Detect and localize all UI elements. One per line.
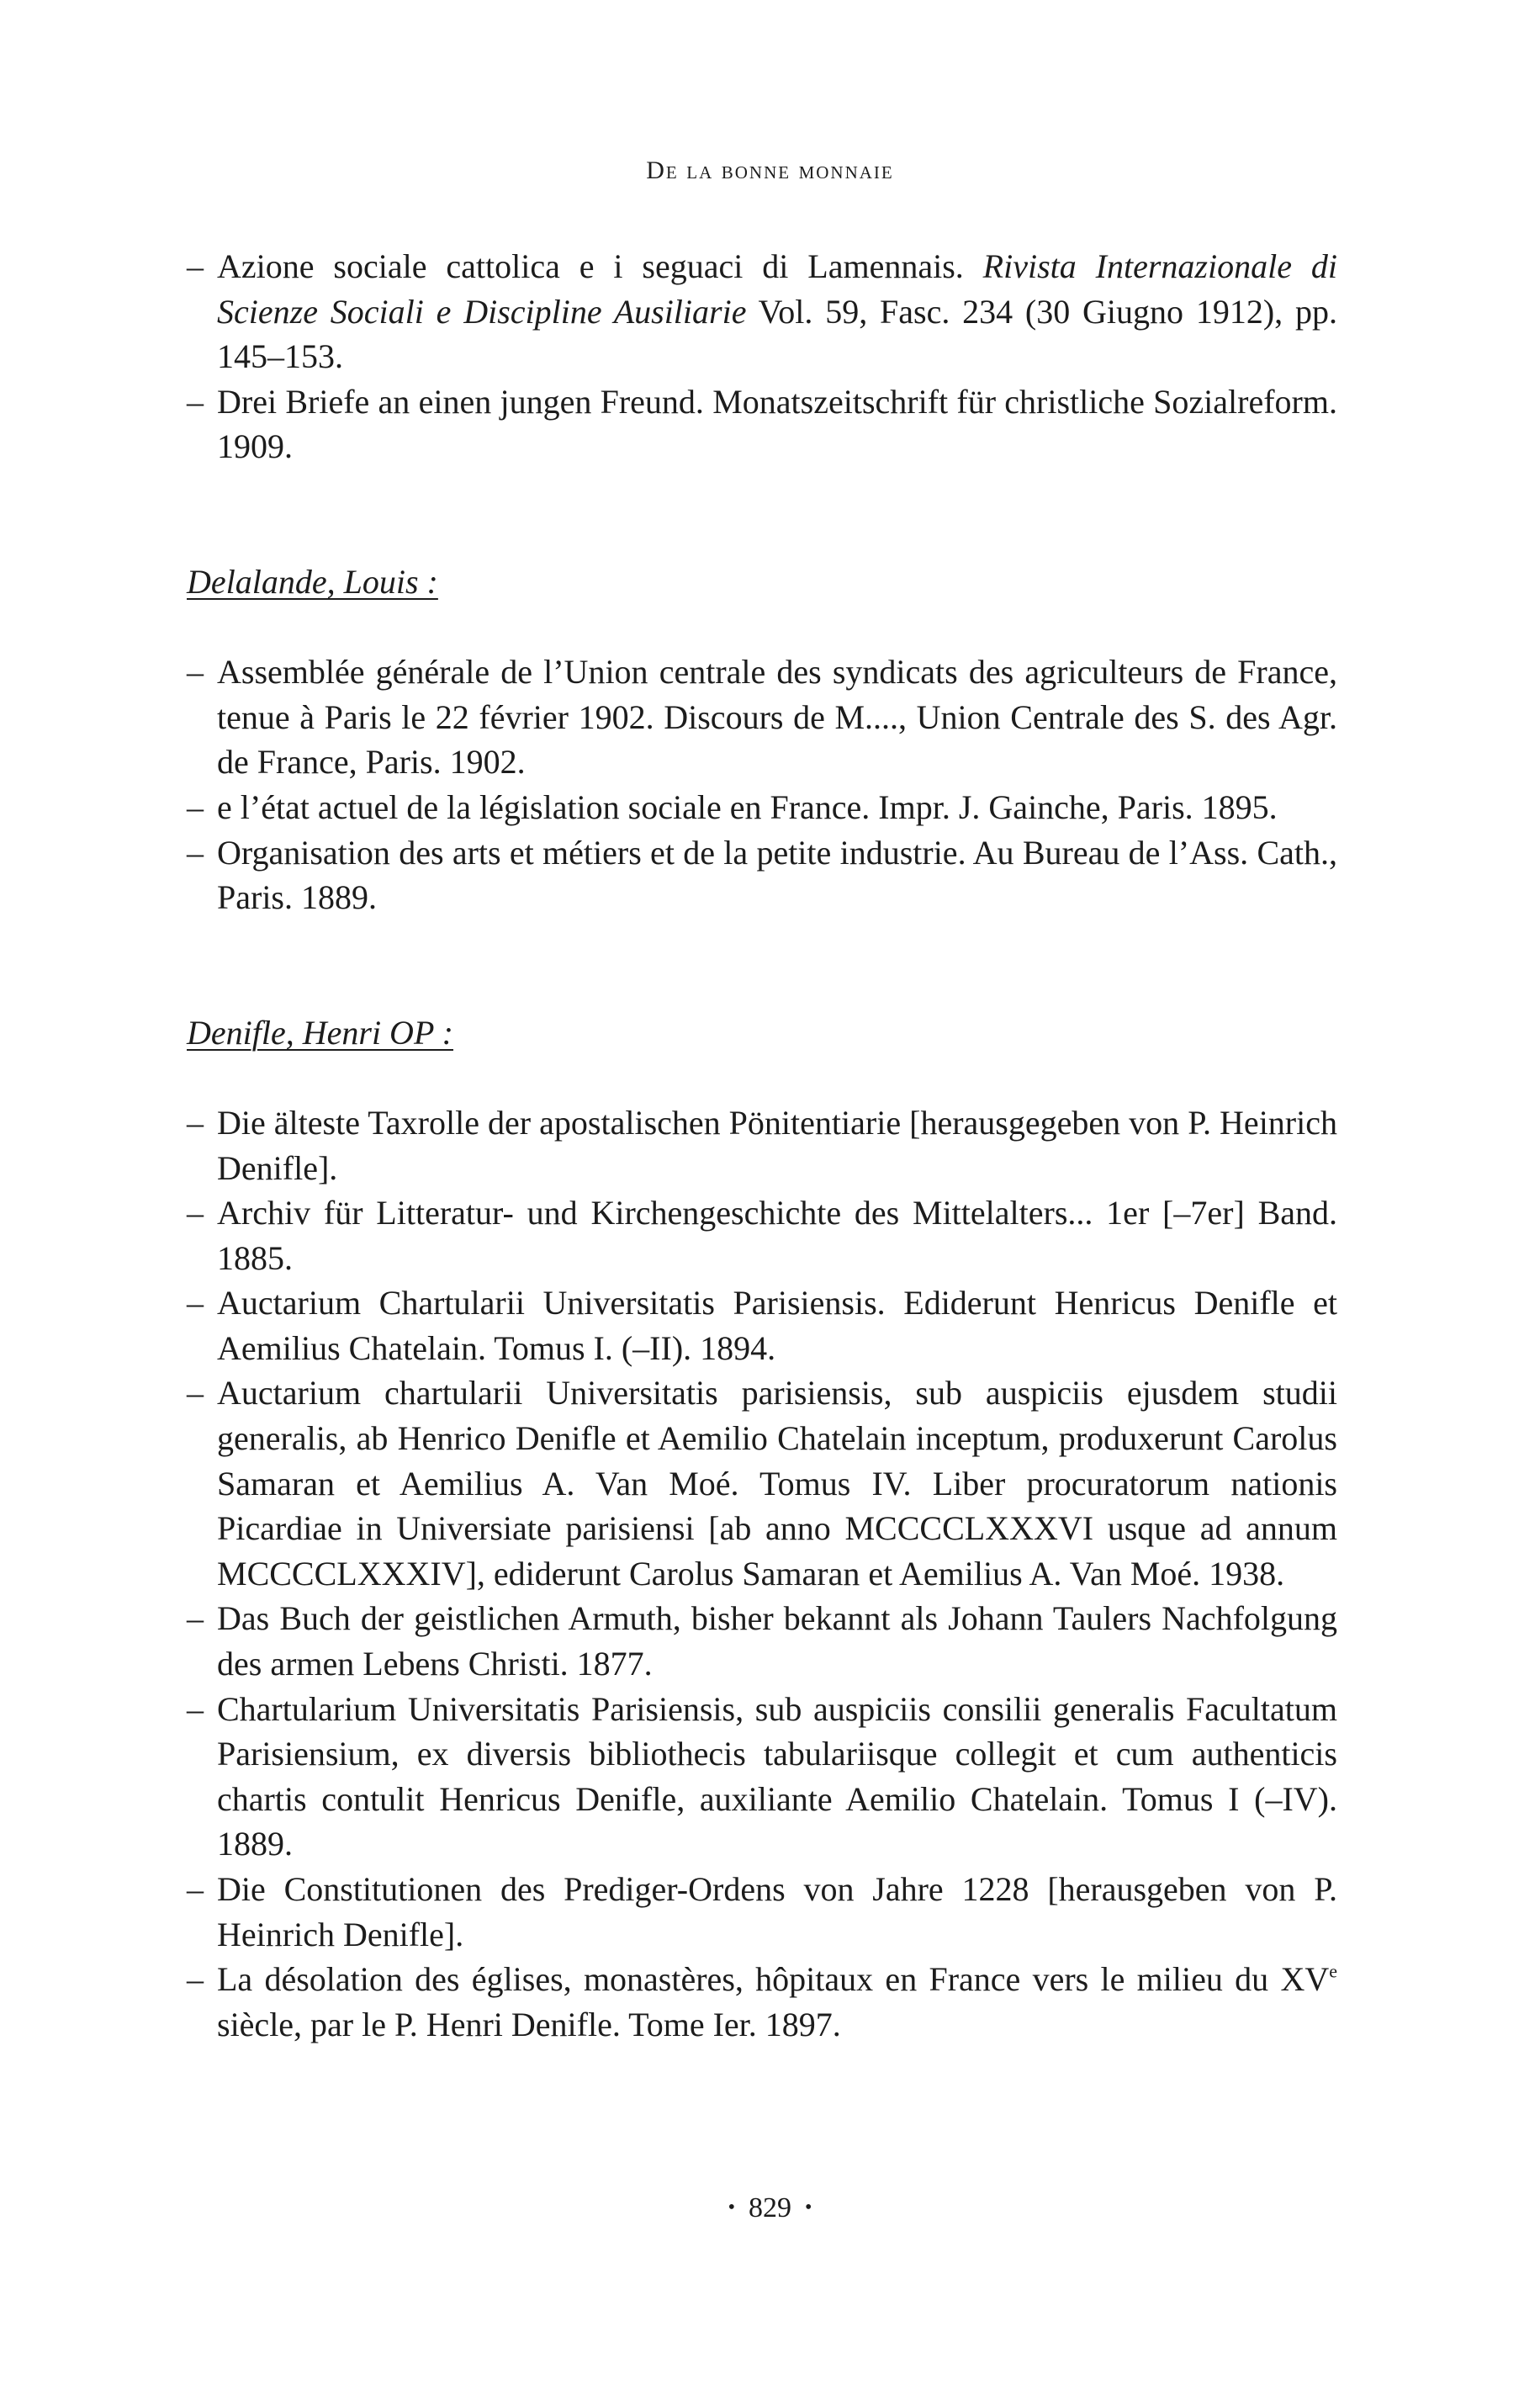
- page-body: [187, 244, 1337, 2047]
- bibliography-entry: – La désolation des églises, monastères, hôpitaux en France vers le milieu du XVe siècle, par le P. Henri Denifle. Tome Ier. 1897.: [187, 1957, 1337, 2047]
- bibliography-entry: – Assemblée générale de l’Union centrale des syndicats des agriculteurs de France, tenue à Paris le 22 février 1902. Discours de M...., Union Centrale des S. des Agr. de France, Paris. 1902.: [187, 649, 1337, 785]
- author-heading-delalande: Delalande, Louis :: [187, 562, 438, 601]
- bibliography-entry: – Auctarium chartularii Universitatis parisiensis, sub auspiciis ejusdem studii generalis, ab Henrico Denifle et Aemilio Chatelain inceptum, produxerunt Carolus Samaran et Aemilius A. Van Moé. Tomus IV. Liber procuratorum nationis Picardiae in Universiate parisiensi [ab anno MCCCCLXXXVI usque ad annum MCCCCLXXXIV], ediderunt Carolus Samaran et Aemilius A. Van Moé. 1938.: [187, 1370, 1337, 1596]
- bibliography-entry: – Drei Briefe an einen jungen Freund. Monatszeitschrift für christliche Sozialreform. 1909.: [187, 379, 1337, 469]
- author-heading-denifle: Denifle, Henri OP :: [187, 1013, 453, 1052]
- bibliography-entry: – Organisation des arts et métiers et de la petite industrie. Au Bureau de l’Ass. Cath., Paris. 1889.: [187, 830, 1337, 920]
- running-head: De la bonne monnaie: [646, 156, 894, 184]
- intro-entry-list: [187, 244, 1337, 469]
- bullet-icon: •: [728, 2197, 735, 2218]
- bibliography-entry: – Die Constitutionen des Prediger-Ordens von Jahre 1228 [herausgeben von P. Heinrich Denifle].: [187, 1867, 1337, 1957]
- bibliography-entry: – e l’état actuel de la législation sociale en France. Impr. J. Gainche, Paris. 1895.: [187, 785, 1337, 830]
- bibliography-entry: – Die älteste Taxrolle der apostalischen Pönitentiarie [herausgegeben von P. Heinrich Denifle].: [187, 1100, 1337, 1190]
- delalande-entry-list: [187, 649, 1337, 920]
- bibliography-entry: – Auctarium Chartularii Universitatis Parisiensis. Ediderunt Henricus Denifle et Aemilius Chatelain. Tomus I. (–II). 1894.: [187, 1280, 1337, 1370]
- bibliography-entry: – Azione sociale cattolica e i seguaci di Lamennais. Rivista Internazionale di Scienze Sociali e Discipline Ausiliarie Vol. 59, Fasc. 234 (30 Giugno 1912), pp. 145–153.: [187, 244, 1337, 379]
- bibliography-entry: – Das Buch der geistlichen Armuth, bisher bekannt als Johann Taulers Nachfolgung des armen Lebens Christi. 1877.: [187, 1596, 1337, 1686]
- denifle-entry-list: [187, 1100, 1337, 2047]
- bullet-icon: •: [805, 2197, 812, 2218]
- bibliography-entry: – Chartularium Universitatis Parisiensis, sub auspiciis consilii generalis Facultatum Parisiensium, ex diversis bibliothecis tabulariisque collegit et cum authenticis chartis contulit Henricus Denifle, auxiliante Aemilio Chatelain. Tomus I (–IV). 1889.: [187, 1687, 1337, 1867]
- page-number: • 829 •: [0, 2192, 1540, 2224]
- bibliography-entry: – Archiv für Litteratur- und Kirchengeschichte des Mittelalters... 1er [–7er] Band. 1885.: [187, 1190, 1337, 1280]
